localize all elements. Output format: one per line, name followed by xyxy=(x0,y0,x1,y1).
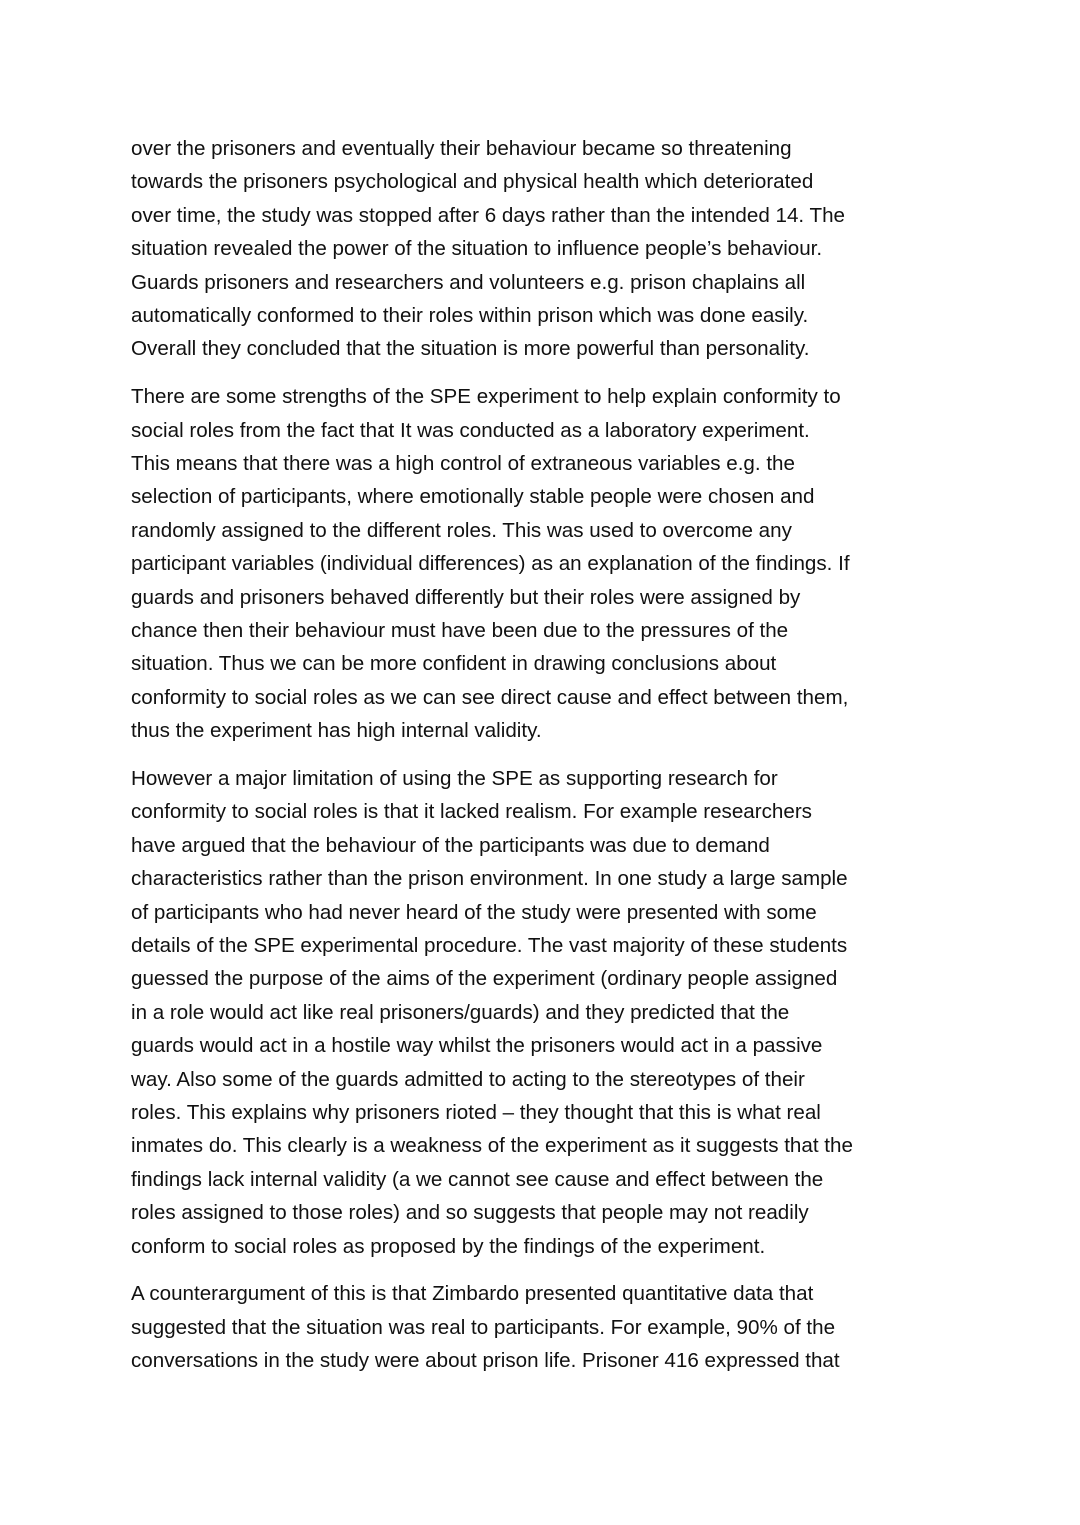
text-line: inmates do. This clearly is a weakness of the experiment as it suggests that the xyxy=(131,1134,853,1158)
text-line: A counterargument of this is that Zimbardo presented quantitative data that xyxy=(131,1282,814,1306)
paragraph xyxy=(131,132,1011,366)
text-line: participant variables (individual differences) as an explanation of the findings. If xyxy=(131,552,850,576)
text-line: automatically conformed to their roles within prison which was done easily. xyxy=(131,303,809,327)
text-line: randomly assigned to the different roles. This was used to overcome any xyxy=(131,518,792,542)
text-line: findings lack internal validity (a we cannot see cause and effect between the xyxy=(131,1167,824,1191)
text-line: have argued that the behaviour of the participants was due to demand xyxy=(131,833,770,857)
text-line: conformity to social roles as we can see direct cause and effect between them, xyxy=(131,685,849,709)
text-line: This means that there was a high control of extraneous variables e.g. the xyxy=(131,452,795,476)
text-line: roles. This explains why prisoners rioted – they thought that this is what real xyxy=(131,1100,821,1124)
text-line: conversations in the study were about prison life. Prisoner 416 expressed that xyxy=(131,1349,840,1373)
text-line: chance then their behaviour must have been due to the pressures of the xyxy=(131,618,789,642)
text-line: way. Also some of the guards admitted to acting to the stereotypes of their xyxy=(131,1067,805,1091)
paragraph xyxy=(131,380,1011,747)
text-line: guards would act in a hostile way whilst the prisoners would act in a passive xyxy=(131,1034,823,1058)
text-line: selection of participants, where emotionally stable people were chosen and xyxy=(131,485,815,509)
paragraph xyxy=(131,1277,1011,1377)
text-line: Overall they concluded that the situation is more powerful than personality. xyxy=(131,337,810,361)
text-line: situation. Thus we can be more confident in drawing conclusions about xyxy=(131,652,777,676)
text-line: over the prisoners and eventually their behaviour became so threatening xyxy=(131,137,792,160)
text-line: guessed the purpose of the aims of the experiment (ordinary people assigned xyxy=(131,967,838,991)
text-line: towards the prisoners psychological and physical health which deteriorated xyxy=(131,170,814,194)
text-line: Guards prisoners and researchers and volunteers e.g. prison chaplains all xyxy=(131,270,806,294)
text-line: characteristics rather than the prison environment. In one study a large sample xyxy=(131,867,848,891)
text-line: suggested that the situation was real to participants. For example, 90% of the xyxy=(131,1315,836,1339)
text-line: There are some strengths of the SPE experiment to help explain conformity to xyxy=(131,385,841,409)
text-line: guards and prisoners behaved differently but their roles were assigned by xyxy=(131,585,801,609)
document-body xyxy=(131,132,1011,1392)
text-line: situation revealed the power of the situation to influence people’s behaviour. xyxy=(131,237,823,261)
text-line: conform to social roles as proposed by the findings of the experiment. xyxy=(131,1234,766,1258)
paragraph xyxy=(131,762,1011,1263)
text-line: of participants who had never heard of the study were presented with some xyxy=(131,900,817,924)
text-line: conformity to social roles is that it lacked realism. For example researchers xyxy=(131,800,812,824)
text-line: thus the experiment has high internal validity. xyxy=(131,719,542,743)
text-line: details of the SPE experimental procedure. The vast majority of these students xyxy=(131,933,848,957)
text-line: in a role would act like real prisoners/guards) and they predicted that the xyxy=(131,1000,790,1024)
text-line: over time, the study was stopped after 6 days rather than the intended 14. The xyxy=(131,203,845,227)
text-line: social roles from the fact that It was conducted as a laboratory experiment. xyxy=(131,418,810,442)
text-line: roles assigned to those roles) and so suggests that people may not readily xyxy=(131,1201,809,1225)
text-line: However a major limitation of using the SPE as supporting research for xyxy=(131,767,778,791)
